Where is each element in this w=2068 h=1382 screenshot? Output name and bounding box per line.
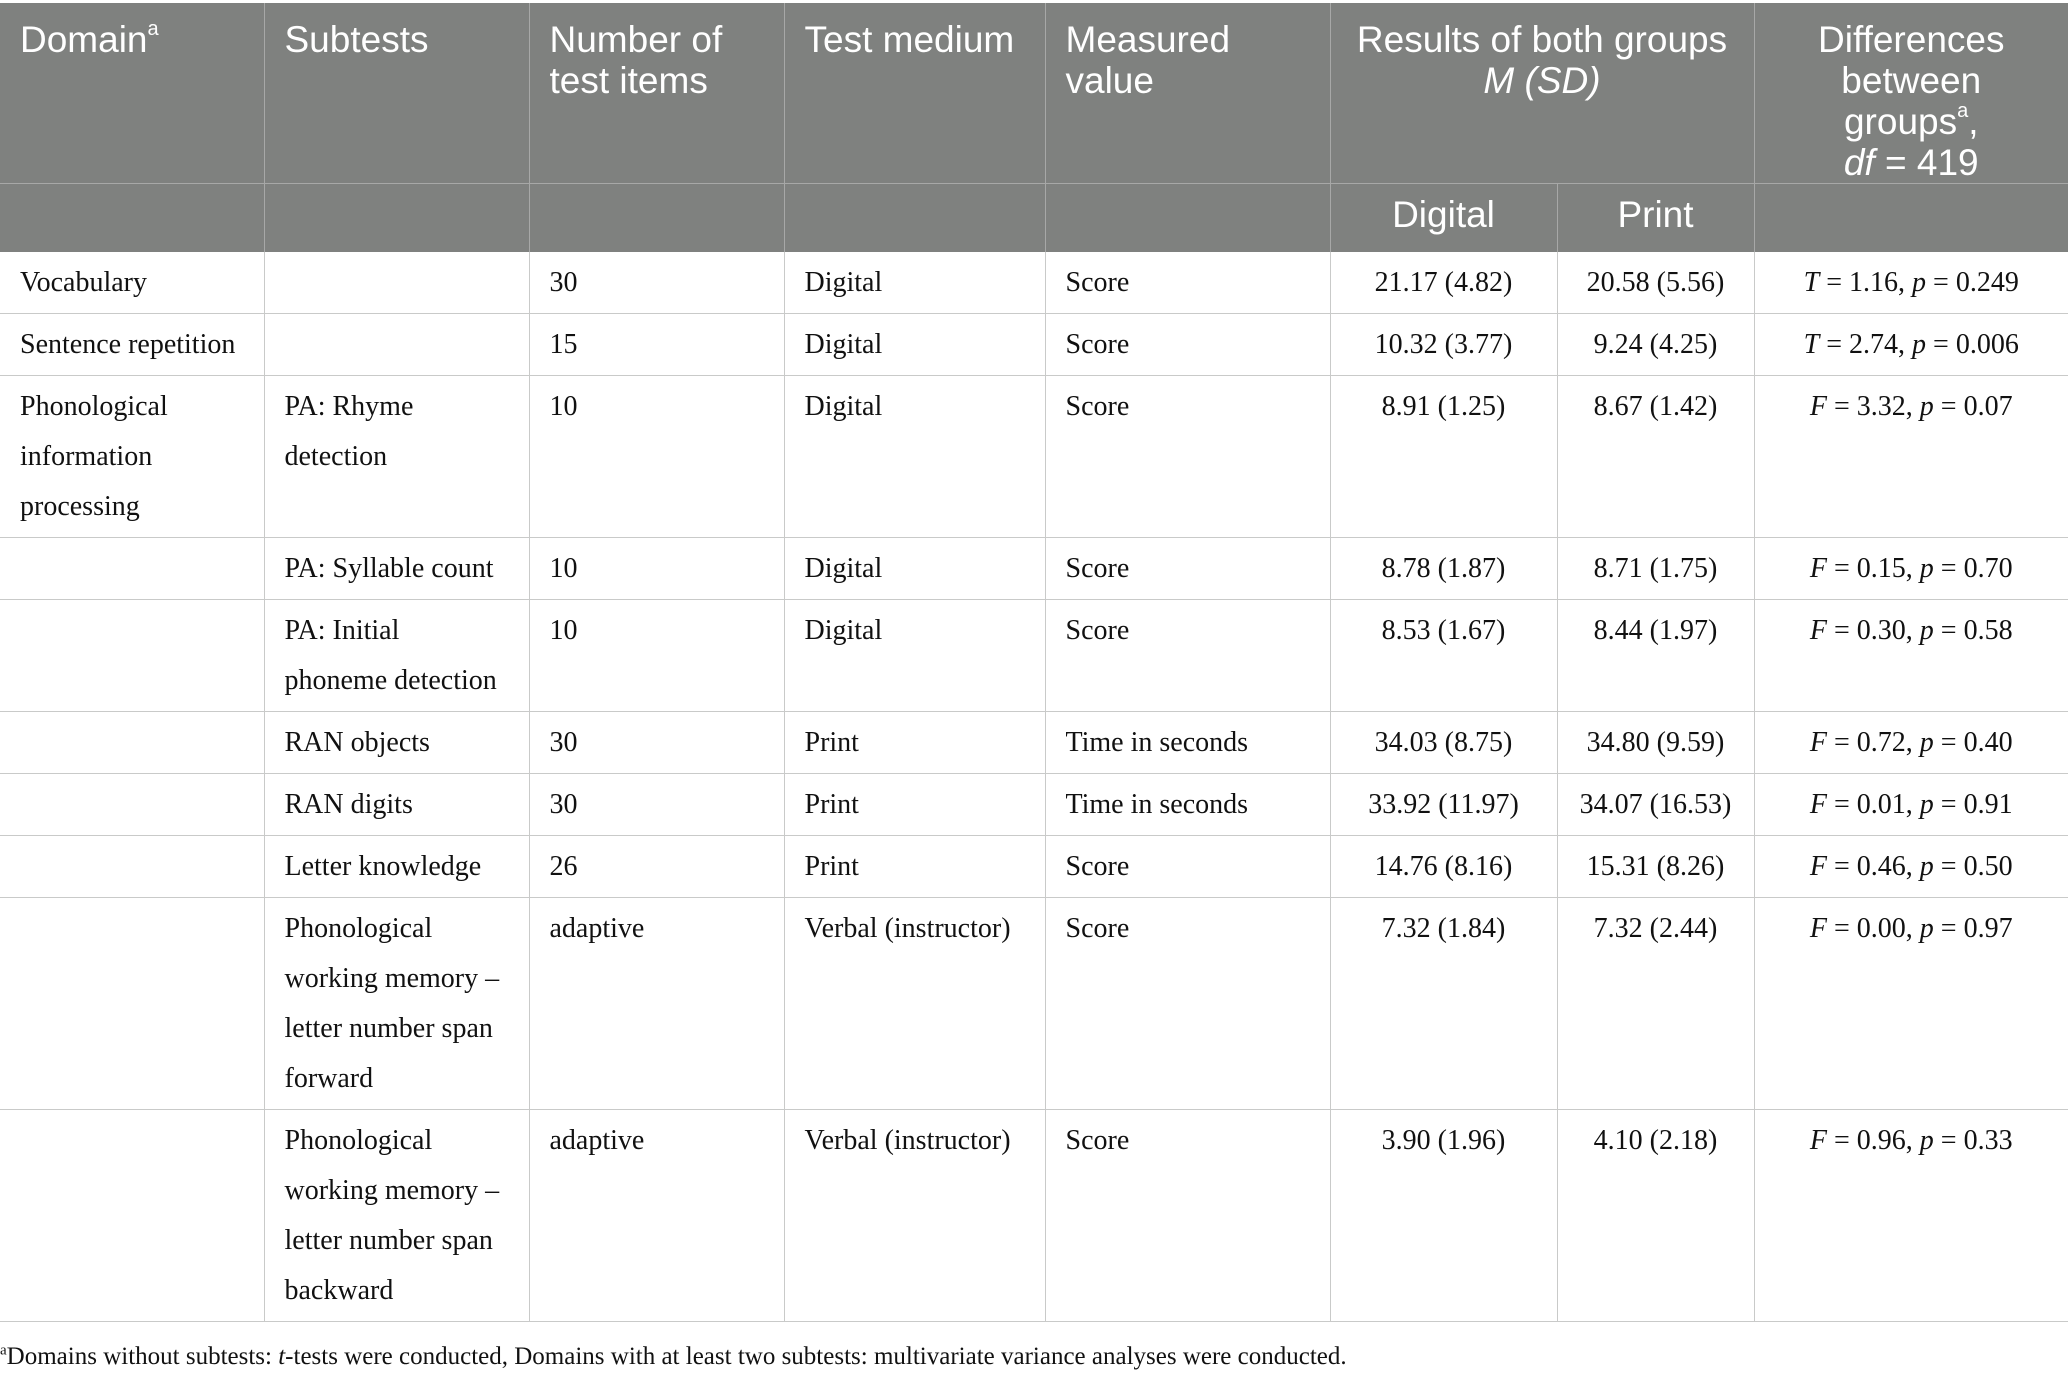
cell-domain <box>0 1109 264 1321</box>
header-empty <box>1045 184 1330 252</box>
cell-digital: 10.32 (3.77) <box>1330 313 1557 375</box>
p-value: = 0.006 <box>1926 328 2019 360</box>
table-header <box>0 3 2068 252</box>
cell-difference <box>1754 252 2068 314</box>
cell-print: 4.10 (2.18) <box>1557 1109 1754 1321</box>
cell-medium: Digital <box>784 599 1045 711</box>
cell-subtest: Phonological working memory – letter number span forward <box>264 897 529 1109</box>
cell-subtest: Letter knowledge <box>264 835 529 897</box>
cell-domain: Vocabulary <box>0 252 264 314</box>
cell-medium: Digital <box>784 252 1045 314</box>
cell-print: 15.31 (8.26) <box>1557 835 1754 897</box>
table-row <box>0 1109 2068 1321</box>
table-row <box>0 313 2068 375</box>
table-row <box>0 773 2068 835</box>
p-value: = 0.58 <box>1933 614 2013 646</box>
cell-domain <box>0 835 264 897</box>
table-row <box>0 835 2068 897</box>
cell-subtest: PA: Rhyme detection <box>264 375 529 537</box>
cell-items: adaptive <box>529 1109 784 1321</box>
stat-value: = 1.16, <box>1819 266 1913 298</box>
stat-label: F <box>1809 552 1827 584</box>
footnote-text: -tests were conducted, Domains with at least two subtests: multivariate variance analyses were conducted. <box>285 1343 1347 1370</box>
cell-measure: Score <box>1045 313 1330 375</box>
cell-items: 15 <box>529 313 784 375</box>
cell-difference <box>1754 1109 2068 1321</box>
cell-digital: 8.53 (1.67) <box>1330 599 1557 711</box>
cell-digital: 3.90 (1.96) <box>1330 1109 1557 1321</box>
stat-value: = 0.96, <box>1827 1124 1920 1156</box>
cell-medium: Verbal (instructor) <box>784 897 1045 1109</box>
cell-items: 30 <box>529 711 784 773</box>
cell-domain: Sentence repetition <box>0 313 264 375</box>
cell-print: 20.58 (5.56) <box>1557 252 1754 314</box>
footnote-t-label: t <box>278 1343 286 1370</box>
table-row <box>0 897 2068 1109</box>
cell-items: 30 <box>529 773 784 835</box>
header-digital: Digital <box>1330 184 1557 252</box>
cell-items: adaptive <box>529 897 784 1109</box>
cell-medium: Digital <box>784 313 1045 375</box>
cell-measure: Score <box>1045 835 1330 897</box>
cell-measure: Time in seconds <box>1045 773 1330 835</box>
cell-digital: 34.03 (8.75) <box>1330 711 1557 773</box>
footnote-marker: a <box>1957 99 1969 122</box>
header-results-label: Results of both groups <box>1356 19 1728 60</box>
cell-subtest: Phonological working memory – letter number span backward <box>264 1109 529 1321</box>
footnote-text: Domains without subtests: <box>6 1343 279 1370</box>
cell-print: 8.67 (1.42) <box>1557 375 1754 537</box>
p-label: p <box>1919 614 1934 646</box>
cell-domain <box>0 773 264 835</box>
stat-label: F <box>1809 912 1827 944</box>
cell-subtest <box>264 252 529 314</box>
header-domain-label: Domain <box>20 19 148 60</box>
cell-difference <box>1754 537 2068 599</box>
cell-digital: 8.91 (1.25) <box>1330 375 1557 537</box>
cell-domain <box>0 711 264 773</box>
table-row <box>0 537 2068 599</box>
p-label: p <box>1919 390 1934 422</box>
cell-domain: Phonological information processing <box>0 375 264 537</box>
p-label: p <box>1919 912 1934 944</box>
cell-print: 9.24 (4.25) <box>1557 313 1754 375</box>
table-row <box>0 599 2068 711</box>
cell-subtest: PA: Initial phoneme detection <box>264 599 529 711</box>
cell-medium: Digital <box>784 375 1045 537</box>
cell-subtest: RAN objects <box>264 711 529 773</box>
p-value: = 0.91 <box>1933 788 2013 820</box>
p-label: p <box>1912 266 1927 298</box>
header-differences <box>1754 3 2068 184</box>
table-footnote <box>0 1342 1347 1372</box>
header-number-of-items: Number of test items <box>529 3 784 184</box>
stat-value: = 3.32, <box>1827 390 1920 422</box>
header-df-label: df <box>1843 142 1875 183</box>
cell-medium: Print <box>784 773 1045 835</box>
header-subtests: Subtests <box>264 3 529 184</box>
cell-items: 10 <box>529 375 784 537</box>
stat-value: = 0.00, <box>1827 912 1920 944</box>
cell-domain <box>0 897 264 1109</box>
stat-value: = 0.01, <box>1827 788 1920 820</box>
cell-medium: Print <box>784 711 1045 773</box>
p-label: p <box>1919 726 1934 758</box>
p-value: = 0.40 <box>1933 726 2013 758</box>
stat-value: = 0.30, <box>1827 614 1920 646</box>
header-empty <box>784 184 1045 252</box>
p-value: = 0.249 <box>1926 266 2019 298</box>
header-results-stat: M (SD) <box>1483 60 1601 101</box>
header-empty <box>264 184 529 252</box>
stat-label: F <box>1809 390 1827 422</box>
cell-measure: Score <box>1045 897 1330 1109</box>
cell-measure: Score <box>1045 252 1330 314</box>
cell-difference <box>1754 711 2068 773</box>
cell-difference <box>1754 599 2068 711</box>
header-subrow <box>0 184 2068 252</box>
header-measured-value: Measured value <box>1045 3 1330 184</box>
p-value: = 0.07 <box>1933 390 2013 422</box>
cell-difference <box>1754 773 2068 835</box>
p-value: = 0.97 <box>1933 912 2013 944</box>
cell-difference <box>1754 897 2068 1109</box>
header-test-medium: Test medium <box>784 3 1045 184</box>
header-row <box>0 3 2068 184</box>
cell-domain <box>0 537 264 599</box>
cell-digital: 33.92 (11.97) <box>1330 773 1557 835</box>
p-label: p <box>1919 788 1934 820</box>
header-results <box>1330 3 1754 184</box>
header-domain <box>0 3 264 184</box>
header-empty <box>0 184 264 252</box>
cell-difference <box>1754 313 2068 375</box>
cell-measure: Score <box>1045 1109 1330 1321</box>
stat-value: = 2.74, <box>1819 328 1913 360</box>
p-value: = 0.70 <box>1933 552 2013 584</box>
cell-measure: Score <box>1045 375 1330 537</box>
table-row <box>0 711 2068 773</box>
cell-medium: Print <box>784 835 1045 897</box>
cell-items: 26 <box>529 835 784 897</box>
stat-value: = 0.15, <box>1827 552 1920 584</box>
stat-label: F <box>1809 614 1827 646</box>
cell-digital: 14.76 (8.16) <box>1330 835 1557 897</box>
cell-measure: Score <box>1045 537 1330 599</box>
p-label: p <box>1912 328 1927 360</box>
header-empty <box>529 184 784 252</box>
cell-items: 30 <box>529 252 784 314</box>
stat-label: F <box>1809 726 1827 758</box>
cell-subtest: PA: Syllable count <box>264 537 529 599</box>
cell-medium: Digital <box>784 537 1045 599</box>
cell-print: 8.44 (1.97) <box>1557 599 1754 711</box>
cell-measure: Time in seconds <box>1045 711 1330 773</box>
cell-print: 34.80 (9.59) <box>1557 711 1754 773</box>
results-table <box>0 3 2068 1322</box>
cell-digital: 21.17 (4.82) <box>1330 252 1557 314</box>
stat-value: = 0.46, <box>1827 850 1920 882</box>
cell-items: 10 <box>529 537 784 599</box>
header-differences-separator: , <box>1968 101 1979 142</box>
cell-difference <box>1754 835 2068 897</box>
stat-label: T <box>1803 328 1820 360</box>
footnote-marker: a <box>0 1342 7 1359</box>
p-label: p <box>1919 850 1934 882</box>
cell-print: 34.07 (16.53) <box>1557 773 1754 835</box>
cell-print: 7.32 (2.44) <box>1557 897 1754 1109</box>
cell-difference <box>1754 375 2068 537</box>
cell-subtest: RAN digits <box>264 773 529 835</box>
p-value: = 0.50 <box>1933 850 2013 882</box>
footnote-marker: a <box>147 17 159 40</box>
header-empty <box>1754 184 2068 252</box>
cell-print: 8.71 (1.75) <box>1557 537 1754 599</box>
cell-digital: 7.32 (1.84) <box>1330 897 1557 1109</box>
header-differences-label: Differences between groups <box>1818 19 2005 142</box>
cell-measure: Score <box>1045 599 1330 711</box>
table-row <box>0 375 2068 537</box>
stat-value: = 0.72, <box>1827 726 1920 758</box>
stat-label: F <box>1809 1124 1827 1156</box>
cell-medium: Verbal (instructor) <box>784 1109 1045 1321</box>
stat-label: F <box>1809 850 1827 882</box>
cell-domain <box>0 599 264 711</box>
cell-items: 10 <box>529 599 784 711</box>
p-value: = 0.33 <box>1933 1124 2013 1156</box>
table-body <box>0 252 2068 1322</box>
cell-digital: 8.78 (1.87) <box>1330 537 1557 599</box>
cell-subtest <box>264 313 529 375</box>
table-row <box>0 252 2068 314</box>
header-print: Print <box>1557 184 1754 252</box>
p-label: p <box>1919 552 1934 584</box>
p-label: p <box>1919 1124 1934 1156</box>
header-df-value: = 419 <box>1874 142 1979 183</box>
stat-label: F <box>1809 788 1827 820</box>
stat-label: T <box>1803 266 1820 298</box>
